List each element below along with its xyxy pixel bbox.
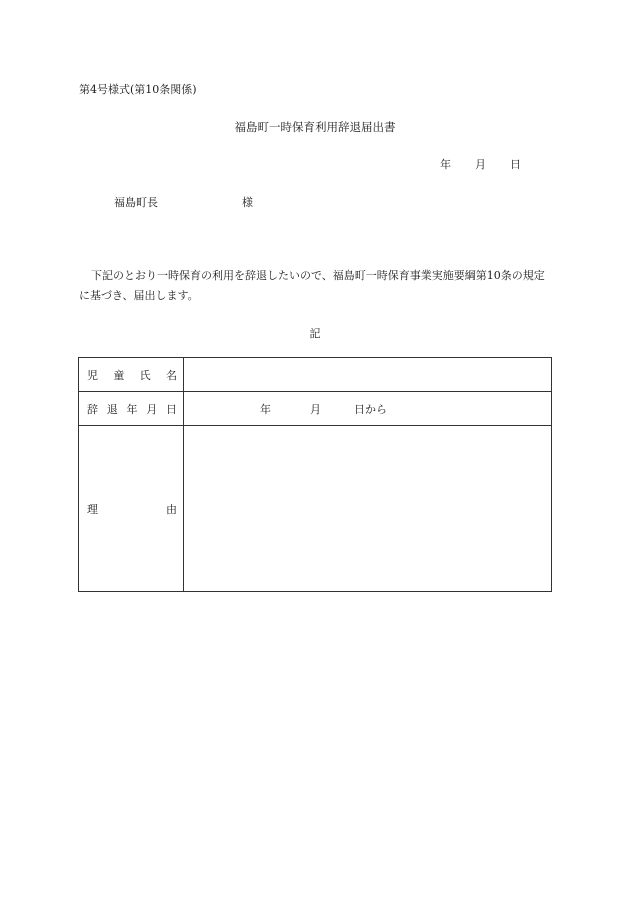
label-char: 由 [166,502,177,516]
label-char: 日 [166,402,177,416]
label-char: 辞 [87,402,98,416]
form-number: 第4号様式(第10条関係) [79,83,197,96]
withdrawal-date-field[interactable] [184,392,552,426]
child-name-label [79,358,184,392]
label-char: 名 [165,368,177,382]
withdrawal-date-label [79,392,184,426]
addressee-honorific: 様 [242,196,253,209]
reason-label [79,426,184,592]
reason-field[interactable] [184,426,552,592]
label-char: 理 [87,502,98,516]
label-char: 氏 [139,368,151,382]
table-row-reason [79,426,552,592]
submission-date [440,156,521,172]
label-char: 童 [113,368,125,382]
label-char: 月 [146,402,158,416]
label-char: 退 [106,402,118,416]
withdrawal-month-label: 月 [310,402,321,416]
date-month-label: 月 [475,158,486,171]
child-name-field[interactable] [184,358,552,392]
date-year-label: 年 [440,158,451,171]
date-day-label: 日 [510,158,521,171]
table-row-child-name [79,358,552,392]
body-text: 下記のとおり一時保育の利用を辞退したいので、福島町一時保育事業実施要綱第10条の規定に基づき、届出します。 [79,269,545,302]
table-row-withdrawal-date [79,392,552,426]
label-char: 年 [126,402,138,416]
document-title: 福島町一時保育利用辞退届出書 [234,120,396,134]
withdrawal-day-from-label: 日から [354,402,387,416]
withdrawal-form-table [78,357,552,592]
ki-heading: 記 [309,327,321,340]
label-char: 児 [87,368,98,382]
addressee-name: 福島町長 [114,196,158,209]
withdrawal-year-label: 年 [260,402,271,416]
